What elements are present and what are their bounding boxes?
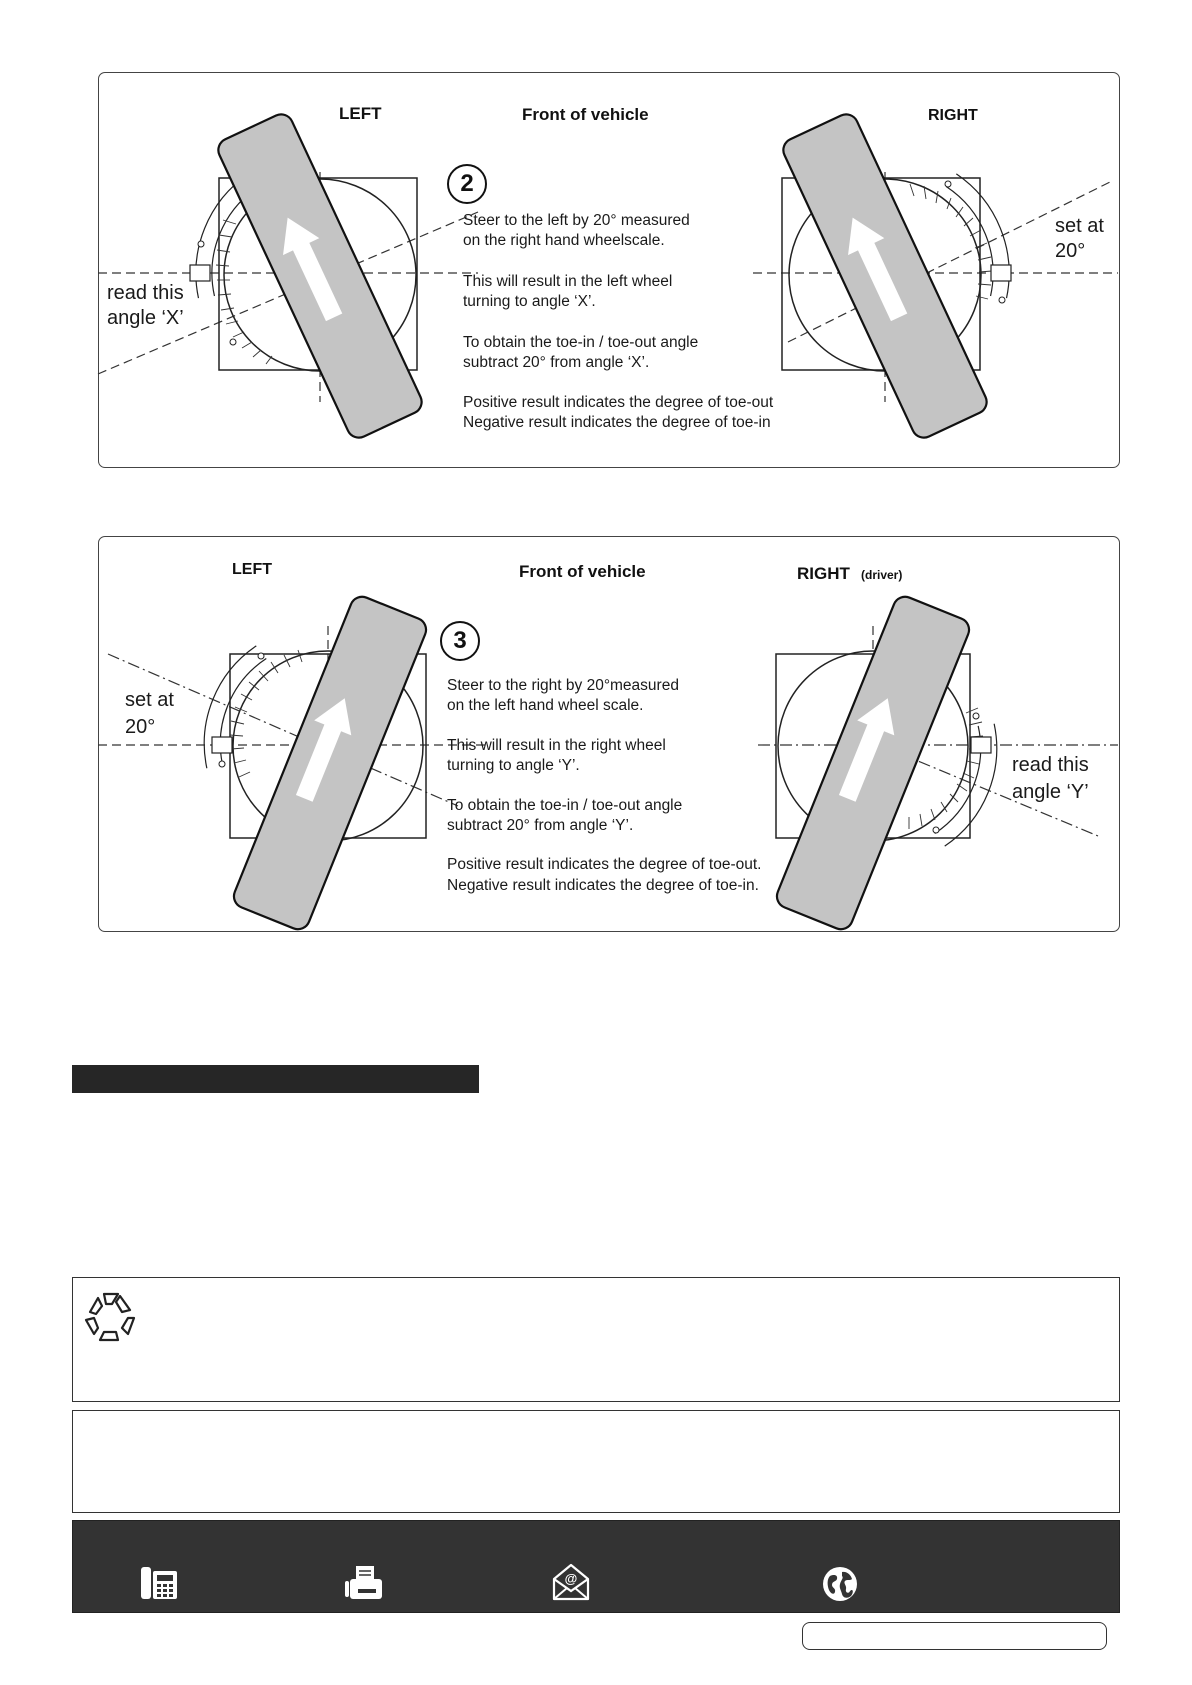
instruction-text: Negative result indicates the degree of toe-in xyxy=(463,414,771,431)
instruction-text: subtract 20° from angle ‘Y’. xyxy=(447,817,634,834)
step-number: 2 xyxy=(447,164,487,204)
instruction-text: on the left hand wheel scale. xyxy=(447,697,644,714)
instruction-text: Positive result indicates the degree of toe-out xyxy=(463,394,774,411)
instruction-text: To obtain the toe-in / toe-out angle xyxy=(463,334,699,351)
step-number: 3 xyxy=(440,621,480,661)
front-of-vehicle-label: Front of vehicle xyxy=(519,562,646,581)
email-icon xyxy=(552,1563,590,1601)
page-code-box xyxy=(802,1622,1107,1650)
instruction-text: Steer to the left by 20° measured xyxy=(463,212,690,229)
instruction-text: turning to angle ‘Y’. xyxy=(447,757,580,774)
section-heading-bar xyxy=(72,1065,479,1093)
fax-icon xyxy=(344,1565,384,1601)
contact-footer xyxy=(72,1520,1120,1613)
read-angle-annotation: angle ‘X’ xyxy=(107,307,184,329)
right-label: RIGHT xyxy=(928,107,978,124)
instruction-text: on the right hand wheelscale. xyxy=(463,232,665,249)
instruction-text: Steer to the right by 20°measured xyxy=(447,677,679,694)
svg-text:@: @ xyxy=(564,1571,578,1586)
read-angle-annotation: read this xyxy=(1012,754,1089,776)
instruction-text: This will result in the right wheel xyxy=(447,737,666,754)
left-label: LEFT xyxy=(339,104,382,123)
info-box xyxy=(72,1410,1120,1513)
set-angle-annotation: 20° xyxy=(1055,240,1086,262)
recycle-icon xyxy=(82,1290,144,1348)
left-label: LEFT xyxy=(232,561,272,578)
globe-icon xyxy=(822,1566,858,1602)
instruction-text: This will result in the left wheel xyxy=(463,273,673,290)
instruction-text: To obtain the toe-in / toe-out angle xyxy=(447,797,683,814)
set-angle-annotation: set at xyxy=(1055,215,1104,237)
set-angle-annotation: 20° xyxy=(125,716,156,738)
telephone-icon xyxy=(140,1565,178,1601)
read-angle-annotation: angle ‘Y’ xyxy=(1012,781,1089,803)
instruction-text: Negative result indicates the degree of toe-in. xyxy=(447,877,759,894)
read-angle-annotation: read this xyxy=(107,282,184,304)
driver-sublabel: (driver) xyxy=(861,568,903,582)
instruction-text: subtract 20° from angle ‘X’. xyxy=(463,354,650,371)
set-angle-annotation: set at xyxy=(125,689,174,711)
environment-box xyxy=(72,1277,1120,1402)
instruction-text: Positive result indicates the degree of toe-out. xyxy=(447,856,762,873)
front-of-vehicle-label: Front of vehicle xyxy=(522,105,649,124)
right-label: RIGHT xyxy=(797,564,850,583)
instruction-text: turning to angle ‘X’. xyxy=(463,293,596,310)
